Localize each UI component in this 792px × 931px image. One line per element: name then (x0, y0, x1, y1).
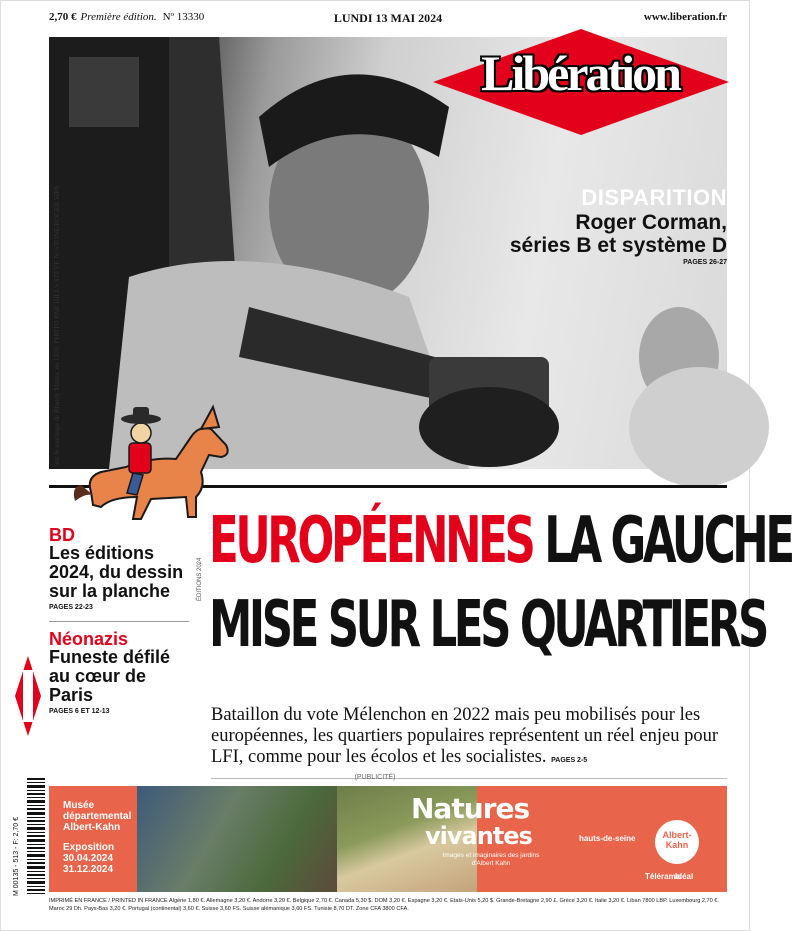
advert-photo-garden (137, 786, 337, 892)
sponsor-hauts-de-seine: hauts-de-seine (579, 834, 636, 843)
advert-title-2: vivantes (425, 822, 532, 850)
advert-museum: Musée départemental Albert-Kahn (63, 800, 132, 833)
sponsor-telerama: Télérama (645, 872, 681, 881)
main-headline-red: EUROPÉENNES (209, 504, 533, 578)
main-headline[interactable] (209, 499, 792, 667)
main-headline-black-1: LA GAUCHE (544, 504, 792, 578)
main-headline-black-2: MISE SUR LES QUARTIERS (209, 588, 766, 662)
sidebar-item-neonazis[interactable] (49, 630, 189, 715)
sidebar-section: Néonazis (49, 629, 129, 649)
sidebar-divider (49, 621, 189, 622)
main-deck-text: Bataillon du vote Mélenchon en 2022 mais peu mobilisés pour les européennes, les quartiers populaires représentent un réel enjeu pour LFI, comme pour les écolos et les socialistes. (211, 705, 719, 767)
liberation-logo-text: Libération (481, 45, 679, 101)
advert-subtitle: Images et imaginaires des jardins d'Albert Kahn (442, 852, 540, 867)
sidebar (49, 526, 189, 715)
photo-credit: Sur le tournage de Bloody Mama, en 1970. PHOTO PAR HILLS STEVE N/ STONE/ROGER SIPA (53, 185, 61, 466)
edition: Première édition. (80, 11, 157, 23)
advertisement[interactable] (49, 786, 727, 892)
main-headline-line-1 (209, 499, 792, 583)
printed-in-france-line: IMPRIMÉ EN FRANCE / PRINTED IN FRANCE Algérie 1,80 €. Allemagne 3,20 €. Andorre 3,20 €. Belgique 2,70 €. Canada 5,30 $. DOM 3,20 €. Espagne 3,20 €. Etats-Unis 5,20 $. Grande-Bretagne 2,90 £. Grèce 3,20 €. Italie 3,20 €. Liban 7800 LBP. Luxembourg 2,70 €. Maroc 29 Dh. Pays-Bas 3,20 €. Portugal (continental) 3,60 €. Suisse 3,60 FS. Suisse alémanique 3,60 FS. Tunisie 8,70 DT. Zone CFA 3800 CFA. (49, 898, 719, 912)
advert-expo-label: Exposition (63, 842, 115, 853)
advert-exposition (63, 842, 143, 875)
top-line (49, 11, 727, 29)
sponsor-ideal: Idéal (675, 872, 694, 881)
advert-expo-start: 30.04.2024 (63, 853, 114, 864)
cover-story-pages: PAGES 26-27 (683, 259, 727, 266)
website-link[interactable]: www.liberation.fr (643, 11, 727, 23)
sidebar-vertical-label: ÉDITIONS 2024 (197, 557, 203, 601)
cover-story-headline-1: Roger Corman, (575, 211, 727, 234)
advert-expo-end: 31.12.2024 (63, 864, 114, 875)
issue-number: Nº 13330 (162, 11, 205, 23)
main-pages: PAGES 2-5 (551, 757, 588, 764)
barcode-number: M 00135 - 513 - F: 2,70 € (13, 817, 20, 896)
cover-story-kicker: DISPARITION (581, 185, 727, 210)
advert-label: (PUBLICITÉ) (354, 774, 396, 781)
cover-story[interactable] (510, 185, 727, 266)
main-deck (211, 705, 731, 771)
sidebar-title: Funeste défilé au cœur de Paris (49, 647, 171, 705)
sidebar-section: BD (49, 525, 75, 545)
sidebar-item-bd[interactable] (49, 526, 189, 611)
price: 2,70 € Première édition. Nº 13330 (49, 11, 205, 23)
cover-story-headline-2: séries B et système D (509, 234, 727, 257)
barcode (25, 776, 47, 896)
liberation-stamp-icon (15, 656, 41, 736)
sidebar-pages: PAGES 6 ET 12-13 (49, 708, 110, 715)
sidebar-pages: PAGES 22-23 (49, 604, 93, 611)
advert-title-1: Natures (411, 792, 530, 825)
sidebar-title: Les éditions 2024, du dessin sur la planche (49, 543, 184, 601)
sponsor-albert-kahn-logo: Albert-Kahn (655, 820, 699, 864)
issue-date: LUNDI 13 MAI 2024 (333, 11, 443, 25)
